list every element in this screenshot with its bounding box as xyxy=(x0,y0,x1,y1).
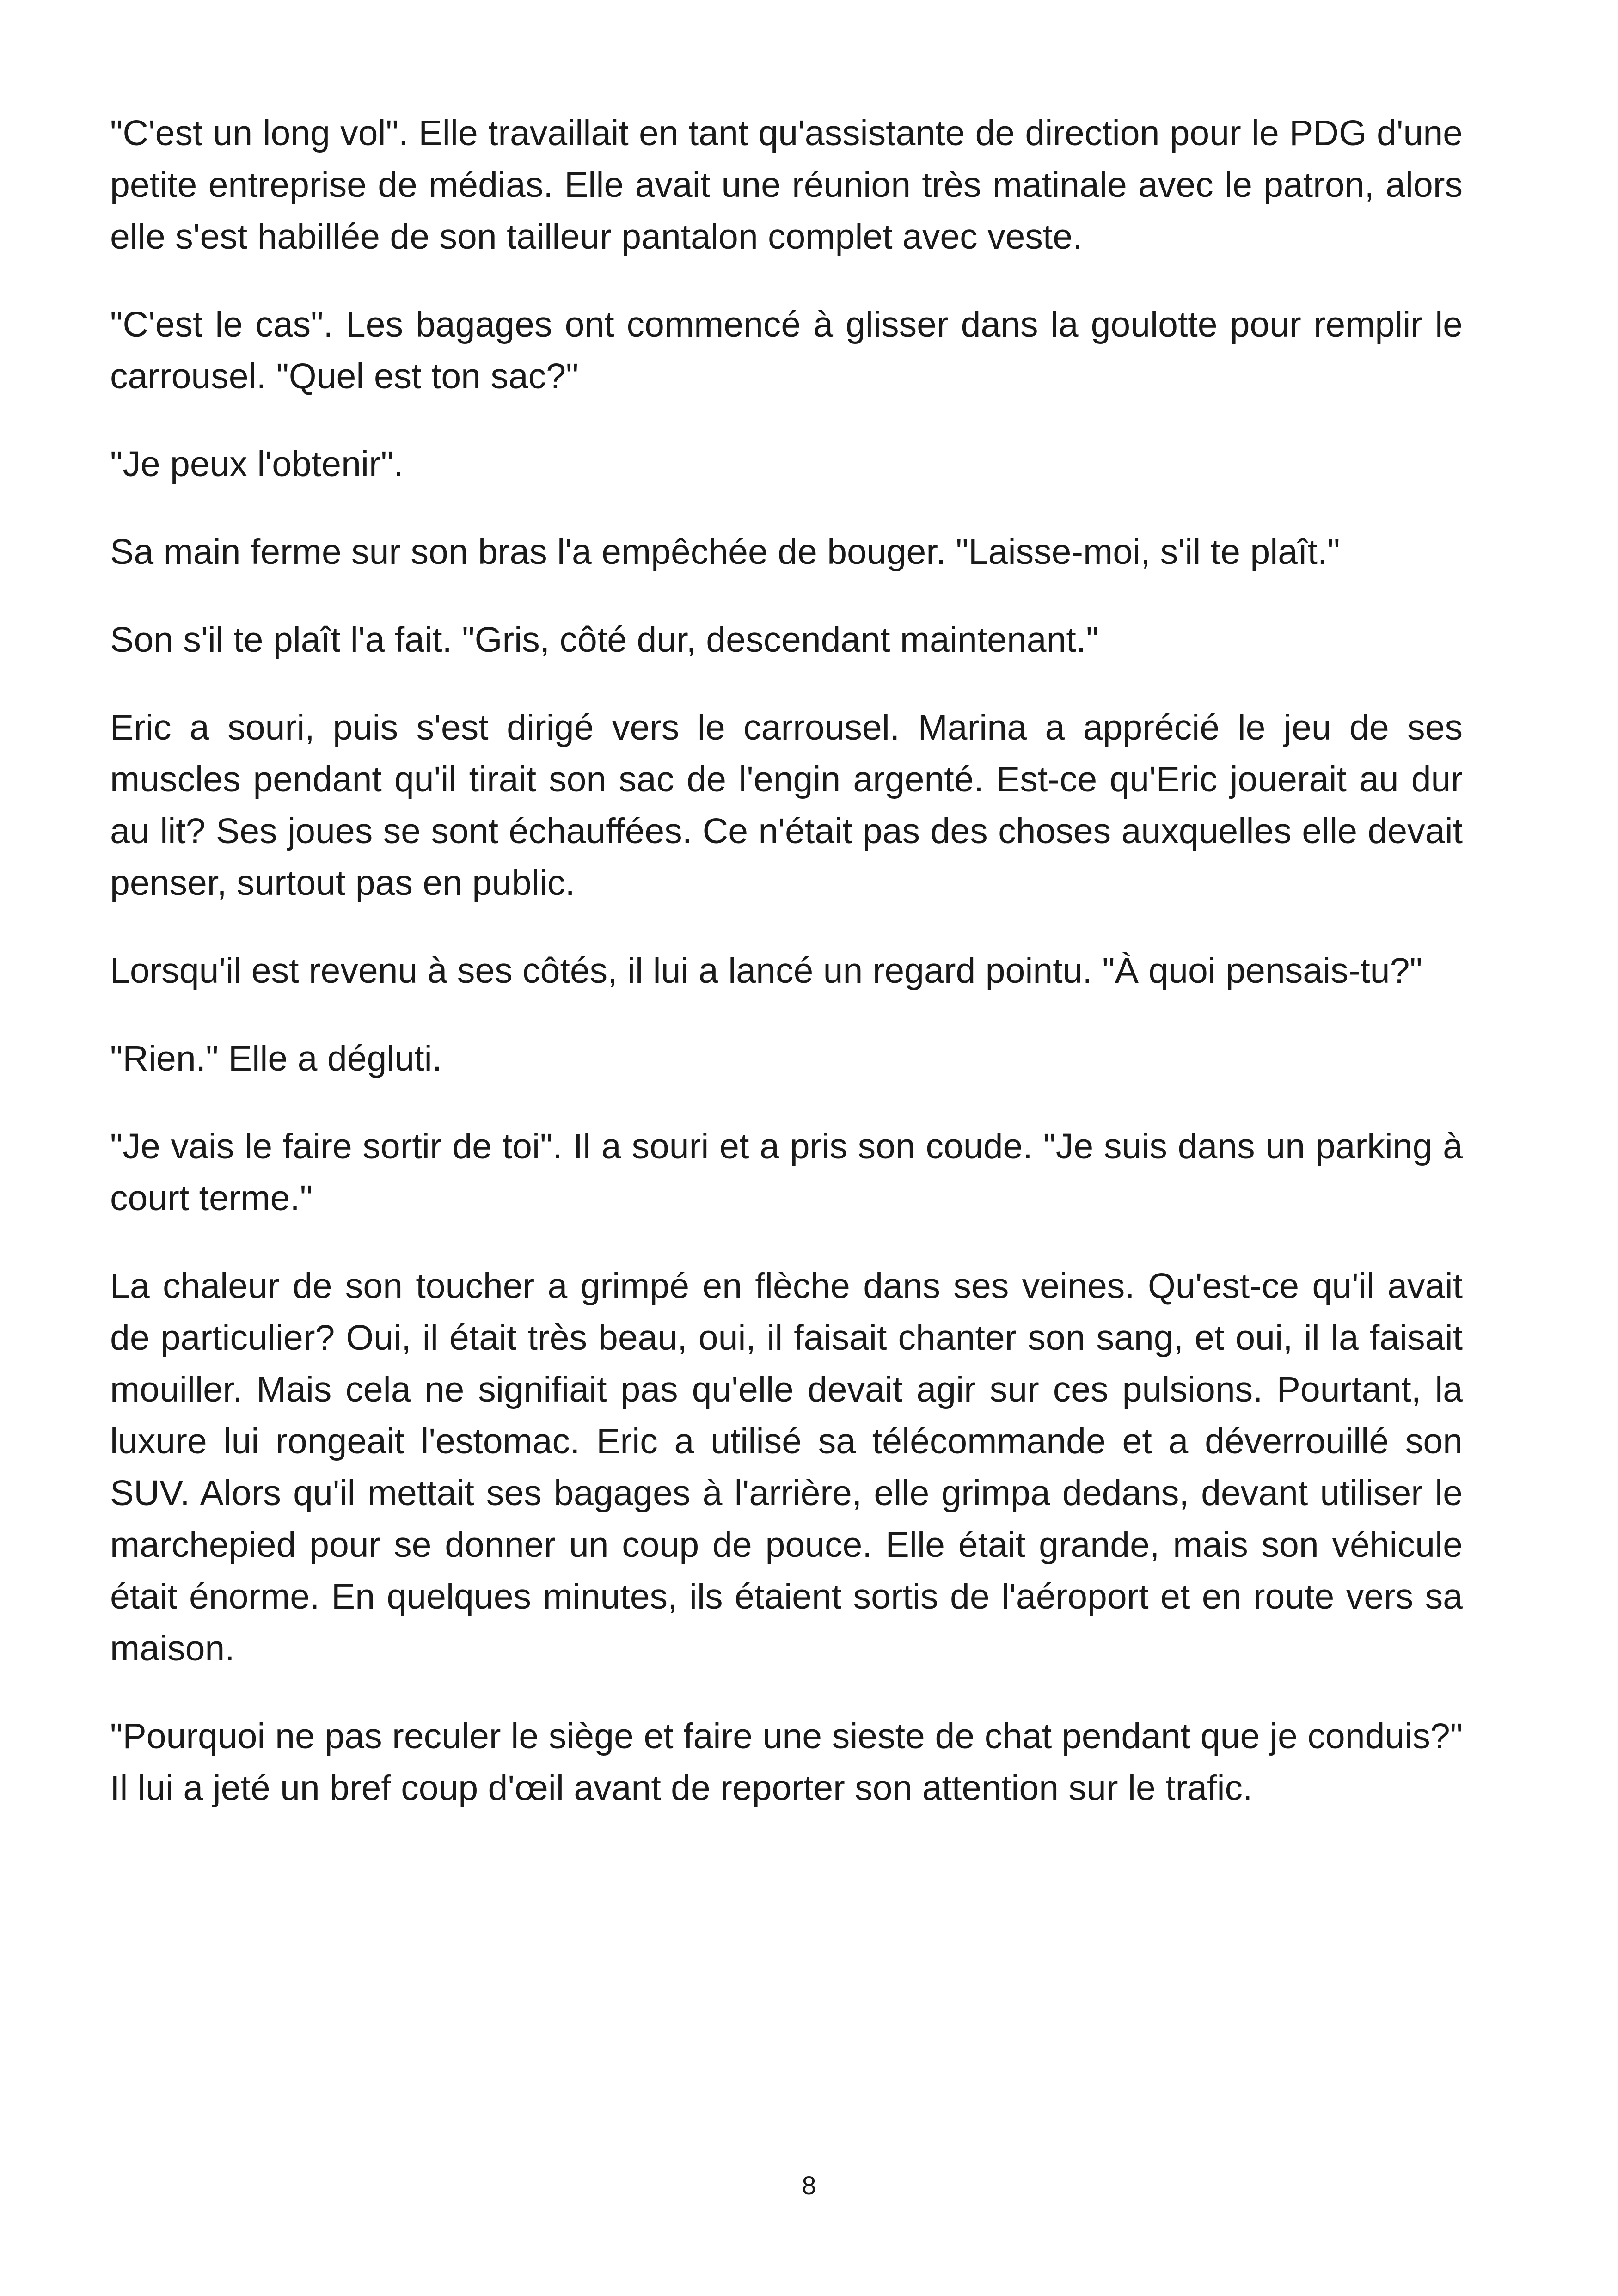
page-number: 8 xyxy=(802,2171,816,2200)
paragraph-9: "Je vais le faire sortir de toi". Il a souri et a pris son coude. "Je suis dans un parking à court terme." xyxy=(110,1127,1463,1218)
paragraph-6: Eric a souri, puis s'est dirigé vers le carrousel. Marina a apprécié le jeu de ses muscles pendant qu'il tirait son sac de l'engin argenté. Est-ce qu'Eric jouerait au dur au lit? Ses joues se sont échauffées. Ce n'était pas des choses auxquelles elle devait penser, surtout pas en public. xyxy=(110,708,1463,903)
paragraph-11: "Pourquoi ne pas reculer le siège et faire une sieste de chat pendant que je conduis?" Il lui a jeté un bref coup d'œil avant de reporter son attention sur le trafic. xyxy=(110,1716,1463,1808)
paragraph-2: "C'est le cas". Les bagages ont commencé à glisser dans la goulotte pour remplir le carrousel. "Quel est ton sac?" xyxy=(110,305,1463,396)
paragraph-4: Sa main ferme sur son bras l'a empêchée de bouger. "Laisse-moi, s'il te plaît." xyxy=(110,532,1340,572)
paragraph-10: La chaleur de son toucher a grimpé en flèche dans ses veines. Qu'est-ce qu'il avait de particulier? Oui, il était très beau, oui, il faisait chanter son sang, et oui, il la faisait mouiller. Mais cela ne signifiait pas qu'elle devait agir sur ces pulsions. Pourtant, la luxure lui rongeait l'estomac. Eric a utilisé sa télécommande et a déverrouillé son SUV. Alors qu'il mettait ses bagages à l'arrière, elle grimpa dedans, devant utiliser le marchepied pour se donner un coup de pouce. Elle était grande, mais son véhicule était énorme. En quelques minutes, ils étaient sortis de l'aéroport et en route vers sa maison. xyxy=(110,1266,1463,1668)
paragraph-3: "Je peux l'obtenir". xyxy=(110,444,404,484)
paragraph-8: "Rien." Elle a dégluti. xyxy=(110,1039,442,1078)
paragraph-7: Lorsqu'il est revenu à ses côtés, il lui a lancé un regard pointu. "À quoi pensais-tu?" xyxy=(110,951,1422,991)
body-text xyxy=(110,107,1463,1850)
paragraph-1: "C'est un long vol". Elle travaillait en tant qu'assistante de direction pour le PDG d'une petite entreprise de médias. Elle avait une réunion très matinale avec le patron, alors elle s'est habillée de son tailleur pantalon complet avec veste. xyxy=(110,113,1463,257)
paragraph-5: Son s'il te plaît l'a fait. "Gris, côté dur, descendant maintenant." xyxy=(110,620,1099,660)
